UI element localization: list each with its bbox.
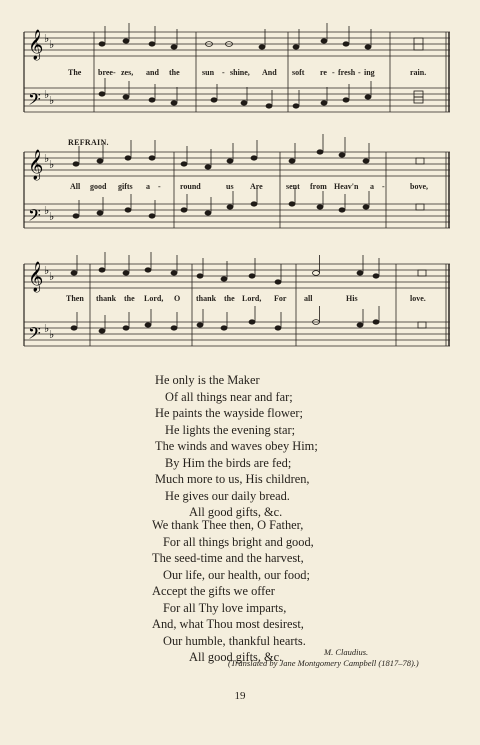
poem-line: The seed-time and the harvest,: [152, 551, 304, 565]
poem-line: He paints the wayside flower;: [155, 406, 303, 420]
poem-line: We thank Thee then, O Father,: [152, 518, 304, 532]
poem-line: Of all things near and far;: [165, 389, 293, 404]
lyric-syllable: fresh: [338, 68, 356, 77]
poem-line: He lights the evening star;: [165, 422, 296, 437]
poem-line: All good gifts, &c.: [189, 505, 283, 519]
lyric-syllable: round: [180, 182, 201, 191]
lyric-syllable: all: [304, 294, 313, 303]
treble-clef-icon: 𝄞: [28, 150, 44, 180]
lyric-syllable: bree-: [98, 68, 116, 77]
lyric-syllable: His: [346, 294, 358, 303]
lyric-syllable: Are: [250, 182, 263, 191]
poem-stanza-2: [0, 517, 480, 667]
treble-clef-icon: 𝄞: [28, 30, 44, 60]
lyric-syllable: a: [146, 182, 150, 191]
lyric-syllable: -: [222, 68, 225, 77]
lyric-syllable: sun: [202, 68, 215, 77]
lyric-syllable: -: [358, 68, 361, 77]
svg-text:♭: ♭: [49, 94, 55, 107]
lyric-syllable: Lord,: [242, 294, 262, 303]
poem-line: Our humble, thankful hearts.: [163, 633, 306, 648]
lyric-syllable: bove,: [410, 182, 428, 191]
poem-line: For all things bright and good,: [163, 534, 314, 549]
bass-clef-icon: 𝄢: [28, 323, 41, 347]
lyric-syllable: the: [224, 294, 235, 303]
bass-clef-icon: 𝄢: [28, 89, 41, 113]
poem-line: By Him the birds are fed;: [165, 455, 292, 470]
poem-line: For all Thy love imparts,: [163, 600, 287, 615]
svg-text:♭: ♭: [49, 158, 55, 171]
lyric-syllable: Lord,: [144, 294, 164, 303]
lyric-syllable: -: [158, 182, 161, 191]
lyric-syllable: thank: [96, 294, 117, 303]
lyric-syllable: -: [332, 68, 335, 77]
lyric-syllable: The: [68, 68, 82, 77]
treble-clef-icon: 𝄞: [28, 262, 44, 292]
lyric-syllable: the: [169, 68, 180, 77]
svg-text:♭: ♭: [44, 264, 50, 277]
lyric-syllable: a: [370, 182, 374, 191]
svg-text:♭: ♭: [44, 204, 50, 217]
svg-text:♭: ♭: [49, 270, 55, 283]
refrain-label: REFRAIN.: [68, 138, 109, 147]
page-number: 19: [234, 690, 246, 702]
bass-clef-icon: 𝄢: [28, 205, 41, 229]
lyric-syllable: sent: [286, 182, 300, 191]
score-staves-2: [24, 148, 450, 238]
score-staves-3: [24, 260, 450, 350]
lyric-syllable: shine,: [230, 68, 250, 77]
lyric-syllable: Then: [66, 294, 84, 303]
lyric-syllable: zes,: [121, 68, 134, 77]
poem-line: He only is the Maker: [155, 373, 260, 387]
svg-text:♭: ♭: [44, 88, 50, 101]
lyric-syllable: Heav'n: [334, 182, 359, 191]
lyric-syllable: good: [90, 182, 107, 191]
poem-line: He gives our daily bread.: [165, 488, 290, 503]
lyric-syllable: And: [262, 68, 277, 77]
lyric-syllable: and: [146, 68, 159, 77]
poem-line: Much more to us, His children,: [155, 472, 310, 486]
poem-line: The winds and waves obey Him;: [155, 439, 318, 453]
poem-line: And, what Thou most desirest,: [152, 617, 304, 631]
notes-1: [99, 23, 423, 108]
lyric-syllable: ing: [364, 68, 375, 77]
poem-line: All good gifts, &c.: [189, 650, 283, 664]
svg-text:♭: ♭: [44, 322, 50, 335]
music-system-3: [24, 260, 450, 350]
lyric-syllable: the: [124, 294, 135, 303]
lyric-syllable: rain.: [410, 68, 427, 77]
lyric-syllable: love.: [410, 294, 426, 303]
lyric-syllable: re: [320, 68, 327, 77]
svg-text:♭: ♭: [49, 38, 55, 51]
lyric-syllable: All: [70, 182, 81, 191]
lyric-syllable: gifts: [118, 182, 133, 191]
translator-attribution: (Translated by Jane Montgomery Campbell (1817–78).): [228, 658, 419, 668]
lyric-syllable: thank: [196, 294, 217, 303]
poem-stanza-1: [0, 372, 480, 522]
lyric-syllable: us: [226, 182, 234, 191]
svg-text:♭: ♭: [44, 152, 50, 165]
lyric-syllable: For: [274, 294, 287, 303]
lyric-syllable: -: [382, 182, 385, 191]
lyric-syllable: O: [174, 294, 181, 303]
svg-text:♭: ♭: [49, 328, 55, 341]
author-attribution: M. Claudius.: [324, 647, 369, 657]
lyric-syllable: soft: [292, 68, 305, 77]
svg-text:♭: ♭: [49, 210, 55, 223]
poem-line: Our life, our health, our food;: [163, 567, 310, 582]
lyric-syllable: from: [310, 182, 327, 191]
poem-line: Accept the gifts we offer: [152, 584, 275, 598]
music-system-2: [24, 148, 450, 238]
svg-text:♭: ♭: [44, 32, 50, 45]
music-system-1: [24, 28, 450, 118]
